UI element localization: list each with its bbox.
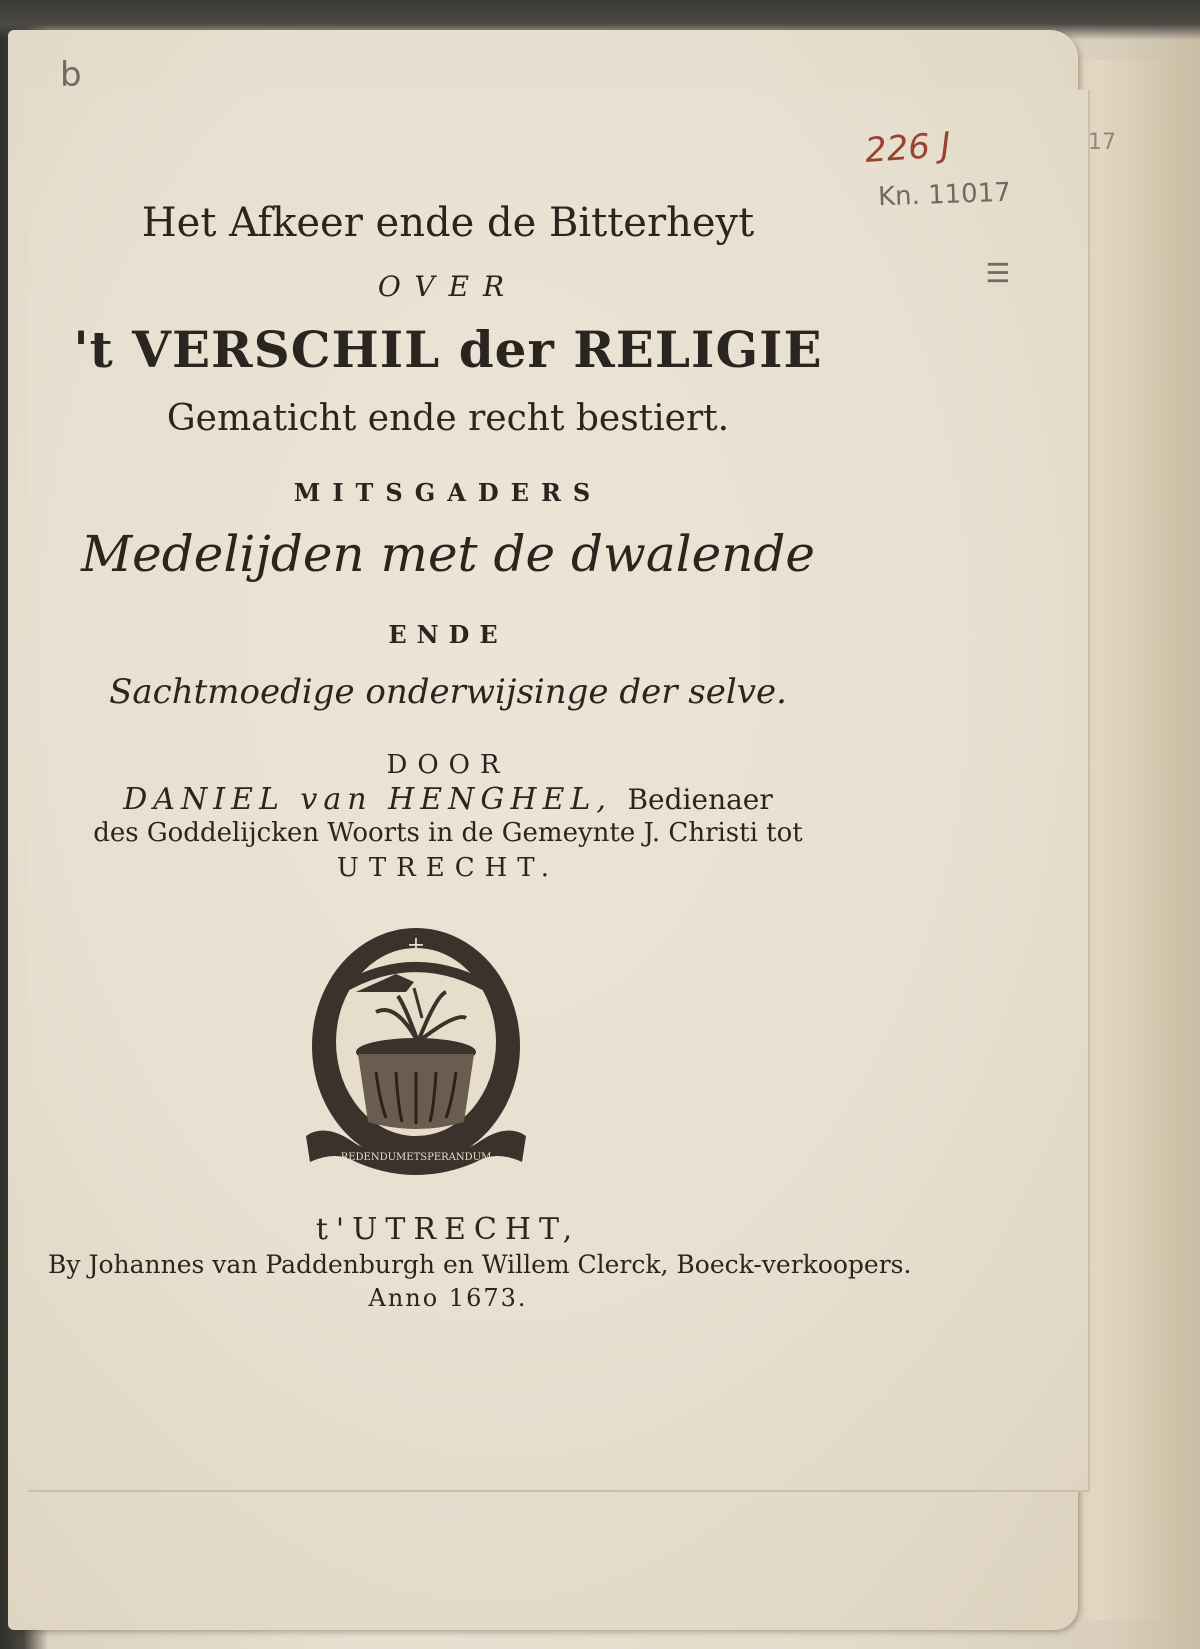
author-name: DANIEL van HENGHEL, <box>123 782 612 817</box>
imprint-printers: By Johannes van Paddenburgh en Willem Clerck, Boeck-verkoopers. <box>48 1250 912 1279</box>
title-line-gematicht: Gematicht ende recht bestiert. <box>166 398 730 439</box>
title-line-mitsgaders: MITSGADERS <box>293 478 603 507</box>
title-line-medelijden: Medelijden met de dwalende <box>80 525 816 583</box>
author-city: UTRECHT. <box>336 853 560 883</box>
edge-mark: 17 <box>1088 130 1116 155</box>
imprint-place: t'UTRECHT, <box>315 1212 581 1247</box>
title-page <box>8 30 1078 1630</box>
svg-text:+: + <box>406 933 426 958</box>
author-line <box>68 782 828 817</box>
emblem-motto: REDENDUMETSPERANDUM <box>340 1152 492 1163</box>
title-line-ende: ENDE <box>388 620 508 649</box>
author-description: des Goddelijcken Woorts in de Gemeynte J. Christi tot <box>93 818 803 848</box>
title-line-door: DOOR <box>386 750 510 780</box>
pencil-number-annotation: III <box>980 260 1014 285</box>
shelfmark-annotation: 226 J <box>863 125 953 171</box>
title-line-sachtmoedige: Sachtmoedige onderwijsinge der selve. <box>109 672 787 712</box>
title-line-1: Het Afkeer ende de Bitterheyt <box>141 200 755 246</box>
printers-mark-emblem <box>296 922 536 1178</box>
title-line-over: OVER <box>377 270 519 303</box>
imprint-year: Anno 1673. <box>368 1284 528 1312</box>
corner-pencil-mark: b <box>60 55 82 95</box>
author-role: Bedienaer <box>627 783 773 816</box>
title-main: 't VERSCHIL der RELIGIE <box>73 320 823 379</box>
catalogue-annotation: Kn. 11017 <box>877 177 1012 213</box>
